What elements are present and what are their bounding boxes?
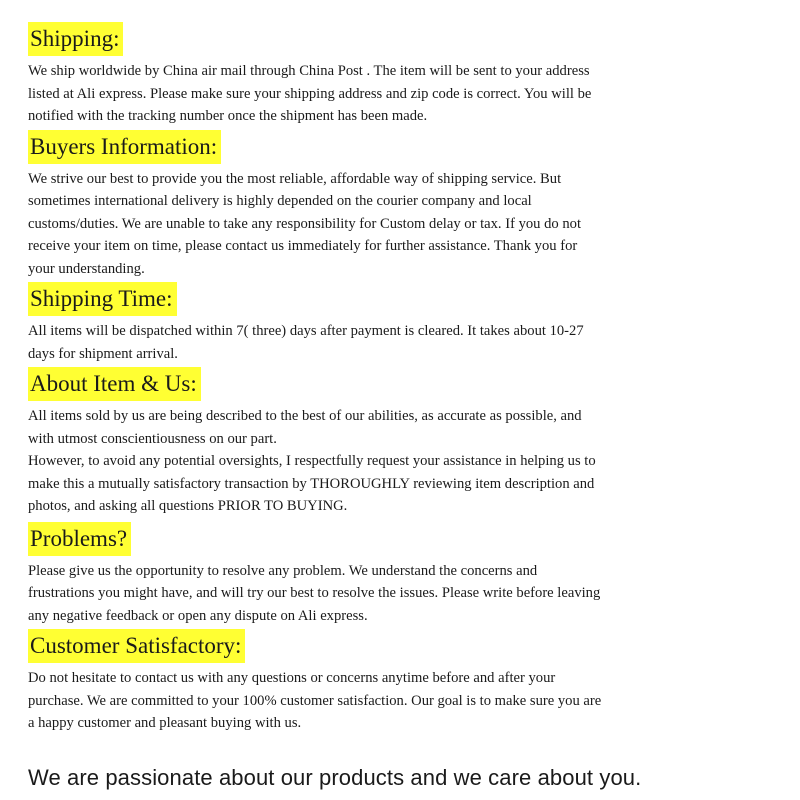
closing-statement: We are passionate about our products and we care about you. [28,765,642,790]
text-line: notified with the tracking number once the shipment has been made. [28,108,428,124]
section-problems [28,522,778,628]
text-line: any negative feedback or open any dispute on Ali express. [28,607,368,624]
section-customer-satisfactory [28,629,778,735]
text-line: days for shipment arrival. [28,345,178,362]
text-line: customs/duties. We are unable to take any responsibility for Custom delay or tax. If you do not [28,215,582,232]
section-heading-shipping-time: Shipping Time: [28,282,177,316]
text-line: frustrations you might have, and will try our best to resolve the issues. Please write before leaving [28,585,601,601]
section-body-problems [28,560,778,628]
section-body-about-item [28,405,778,518]
section-body-shipping-time [28,320,778,365]
text-line: We strive our best to provide you the most reliable, affordable way of shipping service. But [28,170,562,187]
text-line: Do not hesitate to contact us with any questions or concerns anytime before and after your [28,670,556,686]
text-line: photos, and asking all questions PRIOR TO BUYING. [28,498,348,514]
text-line: However, to avoid any potential oversights, I respectfully request your assistance in helping us to [28,453,596,469]
section-body-customer-satisfactory [28,667,778,735]
text-line: All items will be dispatched within 7( three) days after payment is cleared. It takes about 10-27 [28,323,584,339]
section-heading-shipping: Shipping: [28,22,123,56]
text-line: a happy customer and pleasant buying with us. [28,715,302,731]
text-line: sometimes international delivery is highly depended on the courier company and local [28,193,532,209]
section-shipping-time [28,282,778,365]
text-line: with utmost conscientiousness on our part. [28,430,277,447]
section-body-buyers-information [28,168,778,281]
text-line: receive your item on time, please contact us immediately for further assistance. Thank you for [28,238,578,254]
section-buyers-information [28,130,778,281]
section-shipping [28,22,778,128]
policy-content [28,22,778,735]
section-heading-about-item: About Item & Us: [28,367,201,401]
text-line: your understanding. [28,260,145,277]
text-line: All items sold by us are being described to the best of our abilities, as accurate as possible, and [28,408,582,424]
text-line: Please give us the opportunity to resolve any problem. We understand the concerns and [28,562,538,579]
section-heading-problems: Problems? [28,522,131,556]
text-line: listed at Ali express. Please make sure your shipping address and zip code is correct. You will be [28,85,592,102]
section-heading-customer-satisfactory: Customer Satisfactory: [28,629,245,663]
section-about-item [28,367,778,518]
text-line: make this a mutually satisfactory transaction by THOROUGHLY reviewing item description and [28,475,595,492]
section-heading-buyers-information: Buyers Information: [28,130,221,164]
section-body-shipping [28,60,778,128]
text-line: We ship worldwide by China air mail through China Post . The item will be sent to your address [28,63,590,79]
text-line: purchase. We are committed to your 100% customer satisfaction. Our goal is to make sure you are [28,692,602,709]
